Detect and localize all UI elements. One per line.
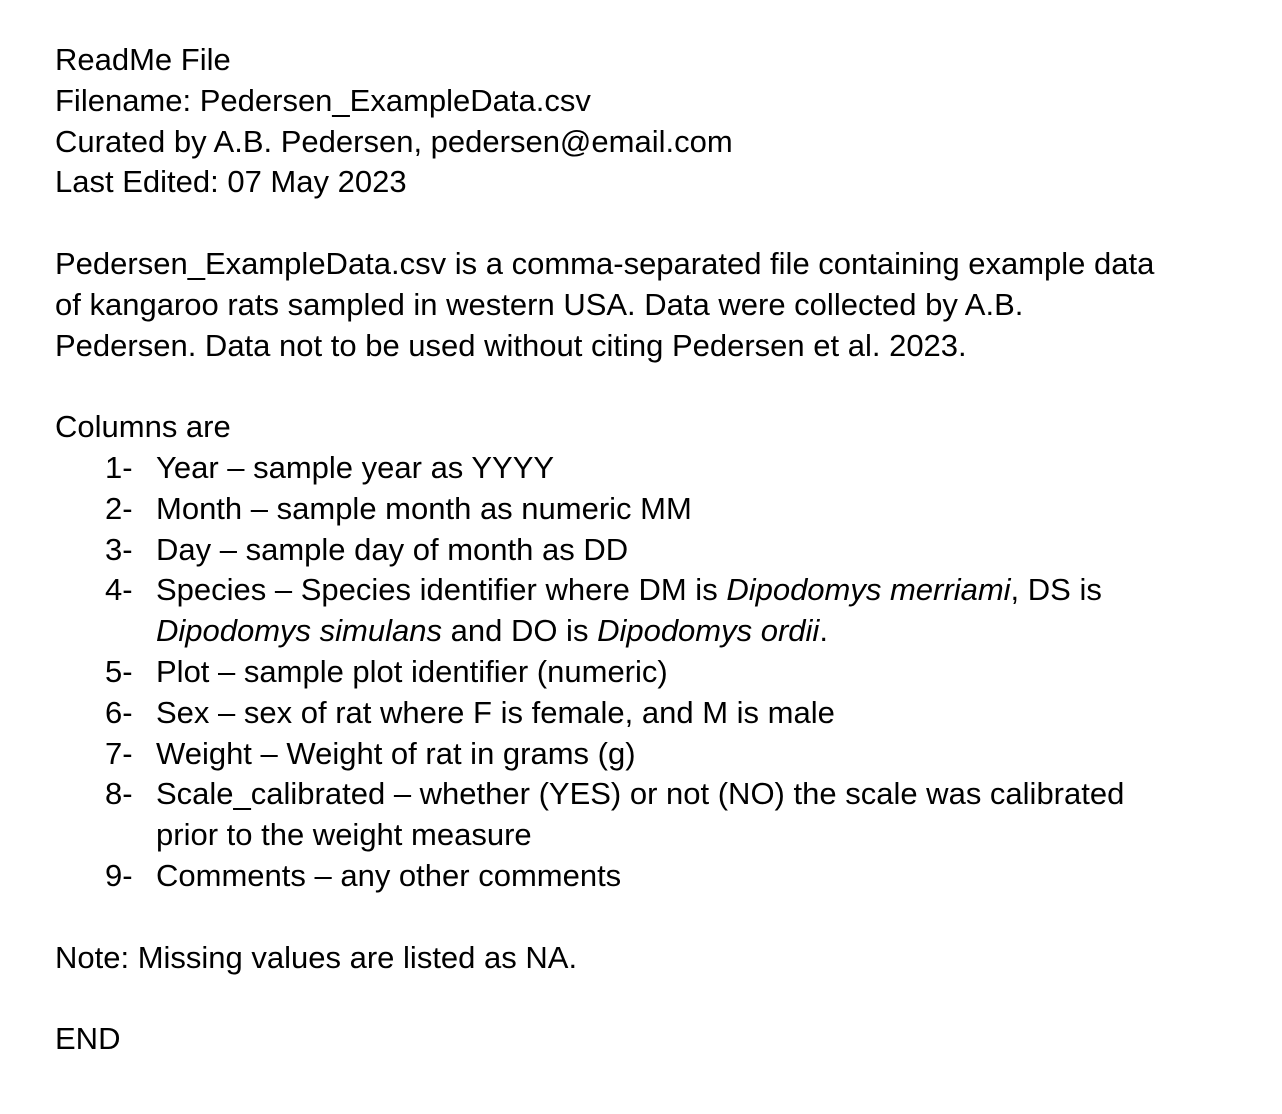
list-item: [55, 856, 1275, 897]
list-item-number: 7-: [105, 735, 133, 771]
list-item-text: Plot – sample plot identifier (numeric): [156, 653, 668, 689]
species-name-do: Dipodomys ordii: [597, 613, 820, 649]
list-item-number: 6-: [105, 694, 133, 730]
list-item-number: 2-: [105, 490, 133, 526]
list-item: [55, 448, 1275, 489]
filename-line: Filename: Pedersen_ExampleData.csv: [55, 82, 591, 118]
list-item-text: Day – sample day of month as DD: [156, 531, 629, 567]
species-text: .: [819, 613, 828, 649]
list-item: [55, 652, 1275, 693]
list-item-text: Scale_calibrated – whether (YES) or not (NO) the scale was calibrated: [156, 776, 1125, 812]
readme-document: [55, 40, 1275, 1060]
columns-section: [55, 407, 1275, 897]
columns-list: [55, 448, 1275, 897]
description-line: of kangaroo rats sampled in western USA. Data were collected by A.B.: [55, 286, 1024, 322]
last-edited-line: Last Edited: 07 May 2023: [55, 164, 407, 200]
list-item-text: Weight – Weight of rat in grams (g): [156, 735, 636, 771]
list-item-text: Sex – sex of rat where F is female, and M is male: [156, 694, 835, 730]
list-item-number: 8-: [105, 776, 133, 812]
spacer: [55, 978, 1275, 1019]
document-title: ReadMe File: [55, 42, 231, 77]
list-item: [55, 530, 1275, 571]
species-text: and DO is: [442, 613, 598, 649]
missing-values-note: Note: Missing values are listed as NA.: [55, 939, 578, 975]
description-paragraph: [55, 244, 1275, 366]
list-item-text: Year – sample year as YYYY: [156, 449, 555, 485]
curator-line: Curated by A.B. Pedersen, pedersen@email.com: [55, 123, 733, 159]
species-name-dm: Dipodomys merriami: [726, 572, 1011, 608]
description-line: Pedersen_ExampleData.csv is a comma-separated file containing example data: [55, 245, 1155, 281]
list-item: [55, 570, 1275, 652]
species-text: Species – Species identifier where DM is: [156, 572, 727, 608]
list-item-text: [156, 570, 1275, 611]
note-section: [55, 938, 1275, 979]
list-item-text: Month – sample month as numeric MM: [156, 490, 692, 526]
species-name-ds: Dipodomys simulans: [156, 613, 442, 649]
end-marker: END: [55, 1021, 121, 1057]
species-text: , DS is: [1010, 572, 1102, 608]
list-item-text: Comments – any other comments: [156, 857, 622, 893]
description-line: Pedersen. Data not to be used without citing Pedersen et al. 2023.: [55, 327, 967, 363]
list-item-text-continued: prior to the weight measure: [156, 817, 532, 853]
list-item-number: 3-: [105, 531, 133, 567]
list-item-text-continued: [156, 611, 1275, 652]
list-item-number: 4-: [105, 572, 133, 608]
list-item: [55, 774, 1275, 856]
list-item: [55, 734, 1275, 775]
list-item-number: 5-: [105, 653, 133, 689]
list-item: [55, 489, 1275, 530]
list-item-number: 1-: [105, 449, 133, 485]
list-item: [55, 693, 1275, 734]
columns-heading: Columns are: [55, 409, 231, 445]
list-item-number: 9-: [105, 857, 133, 893]
